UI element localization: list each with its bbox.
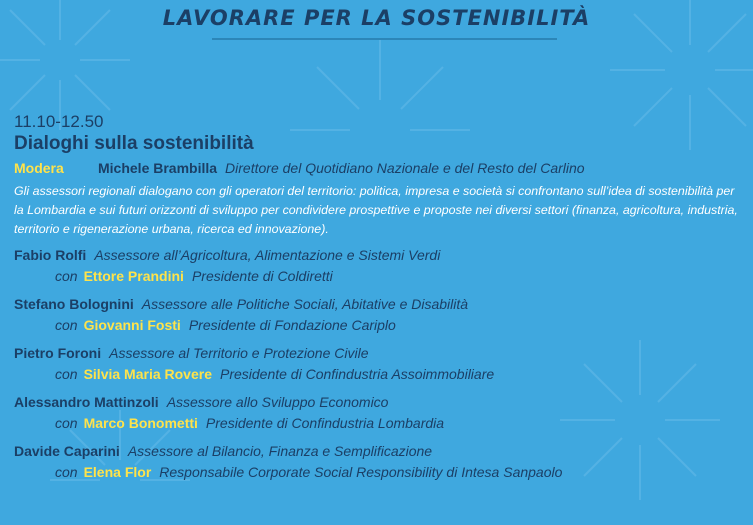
guest-name: Giovanni Fosti [83, 317, 181, 333]
guest-row [14, 315, 742, 336]
speaker-row [14, 441, 742, 462]
moderator-name: Michele Brambilla [98, 160, 218, 176]
speaker-name: Davide Caparini [14, 443, 120, 459]
speaker-pair [14, 392, 742, 434]
session-time: 11.10-12.50 [14, 112, 104, 131]
guest-row [14, 266, 742, 287]
header-divider [212, 38, 557, 40]
guest-row [14, 413, 742, 434]
guest-name: Ettore Prandini [83, 268, 184, 284]
speaker-pair [14, 294, 742, 336]
guest-name: Marco Bonometti [83, 415, 198, 431]
speaker-role: Assessore alle Politiche Sociali, Abitative e Disabilità [141, 296, 469, 312]
speaker-role: Assessore all’Agricoltura, Alimentazione e Sistemi Verdi [94, 247, 441, 263]
guest-row [14, 364, 742, 385]
moderator-row [14, 159, 742, 177]
speaker-role: Assessore allo Sviluppo Economico [166, 394, 389, 410]
speaker-name: Alessandro Mattinzoli [14, 394, 159, 410]
moderator-role: Direttore del Quotidiano Nazionale e del Resto del Carlino [225, 160, 585, 176]
speaker-row [14, 392, 742, 413]
session-title: Dialoghi sulla sostenibilità [14, 133, 254, 154]
speaker-pair [14, 343, 742, 385]
speaker-name: Fabio Rolfi [14, 247, 87, 263]
session-description: Gli assessori regionali dialogano con gli operatori del territorio: politica, impresa e società si confrontano sull’idea di sostenibilità per la Lombardia e sui futuri orizzonti di sviluppo per condividere prospettive e proposte nei diversi settori (finanza, agricoltura, industria, territorio e rigenerazione urbana, ricerca ed innovazione). [14, 184, 738, 236]
guest-name: Elena Flor [83, 464, 152, 480]
speaker-pair [14, 245, 742, 287]
speaker-row [14, 294, 742, 315]
guest-role: Presidente di Coldiretti [191, 268, 333, 284]
con-label: con [55, 268, 78, 284]
speaker-name: Stefano Bolognini [14, 296, 134, 312]
guest-role: Responsabile Corporate Social Responsibility di Intesa Sanpaolo [159, 464, 563, 480]
speaker-role: Assessore al Bilancio, Finanza e Semplificazione [127, 443, 433, 459]
speaker-role: Assessore al Territorio e Protezione Civile [109, 345, 369, 361]
guest-name: Silvia Maria Rovere [83, 366, 212, 382]
guest-role: Presidente di Confindustria Assoimmobiliare [219, 366, 495, 382]
con-label: con [55, 415, 78, 431]
con-label: con [55, 317, 78, 333]
con-label: con [55, 366, 78, 382]
con-label: con [55, 464, 78, 480]
guest-role: Presidente di Confindustria Lombardia [205, 415, 445, 431]
guest-role: Presidente di Fondazione Cariplo [188, 317, 396, 333]
header-title: LAVORARE PER LA SOSTENIBILITÀ [162, 6, 591, 30]
guest-row [14, 462, 742, 483]
speaker-name: Pietro Foroni [14, 345, 102, 361]
speaker-row [14, 343, 742, 364]
session-block [14, 112, 742, 490]
header [0, 0, 753, 44]
speaker-row [14, 245, 742, 266]
speaker-list [14, 245, 742, 483]
speaker-pair [14, 441, 742, 483]
moderator-label: Modera [14, 160, 64, 176]
